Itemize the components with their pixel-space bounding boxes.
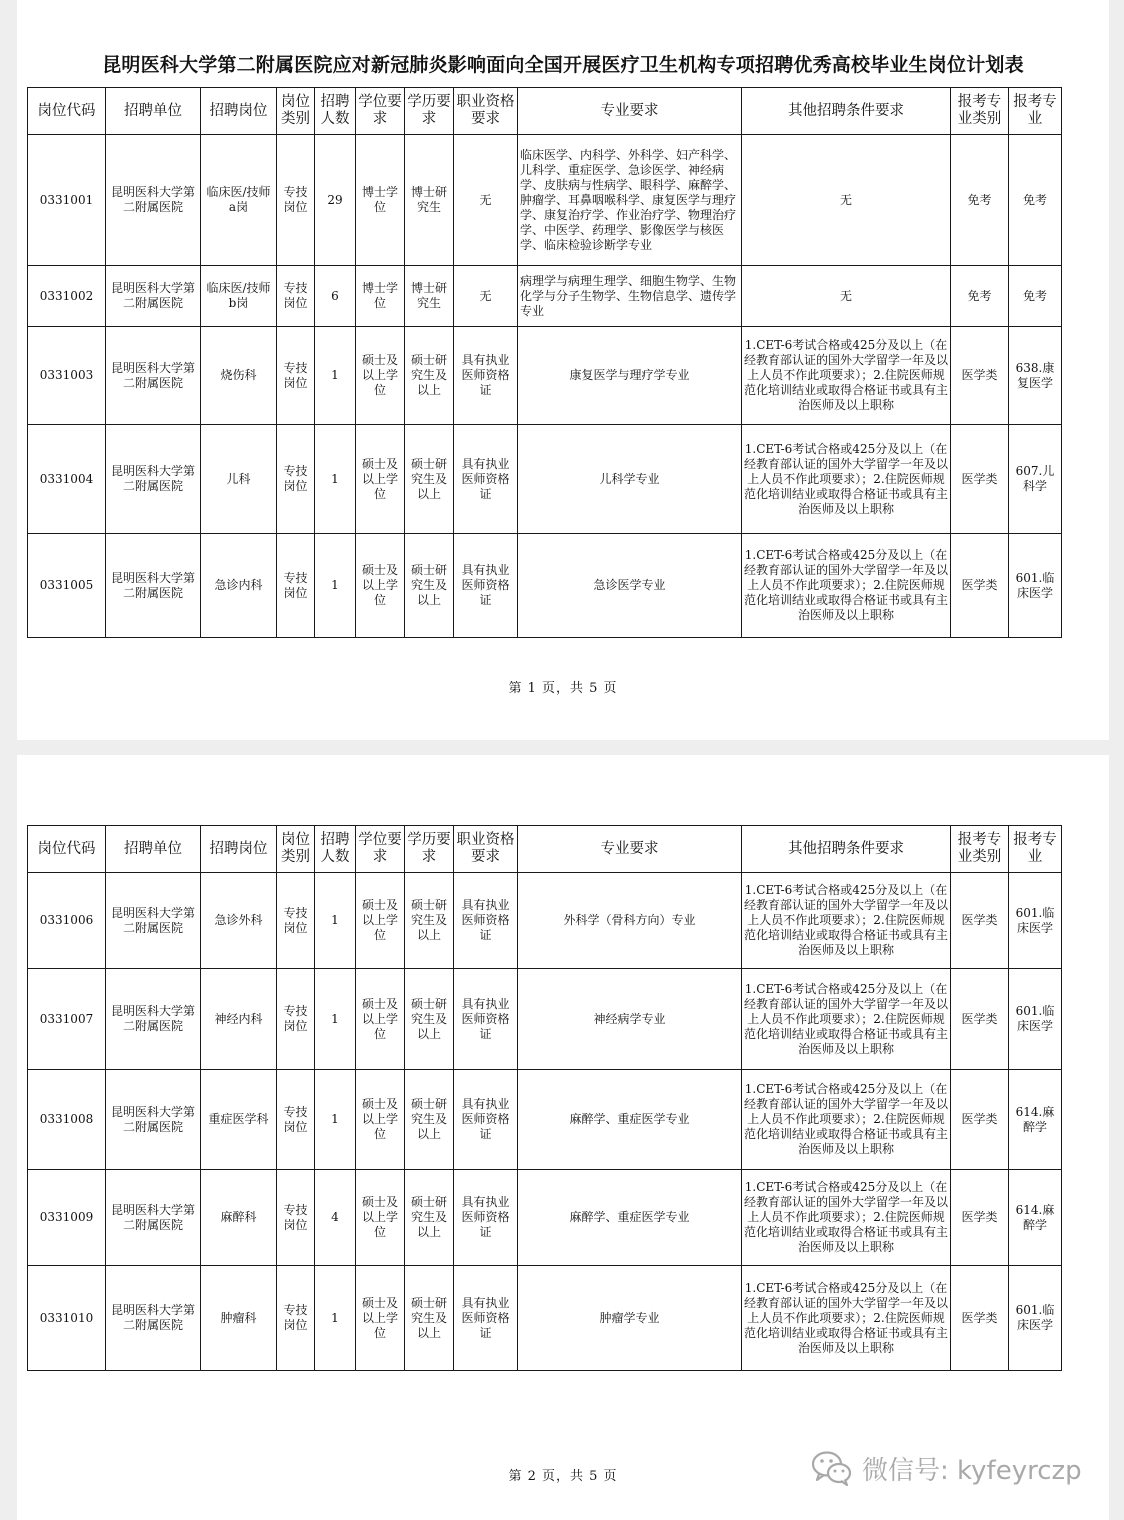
column-header-exam-type: 报考专业类别 xyxy=(951,826,1009,873)
qualification-cell: 具有执业医师资格证 xyxy=(454,1170,518,1266)
hire-count-cell: 1 xyxy=(315,873,356,969)
table-header-row xyxy=(28,88,1062,135)
post-code-cell: 0331010 xyxy=(28,1266,106,1371)
column-header-exam-type: 报考专业类别 xyxy=(951,88,1009,135)
education-cell: 硕士研究生及以上 xyxy=(405,425,454,534)
unit-cell: 昆明医科大学第二附属医院 xyxy=(106,1070,201,1170)
table-row xyxy=(28,1170,1062,1266)
table-header-row xyxy=(28,826,1062,873)
education-cell: 博士研究生 xyxy=(405,135,454,266)
post-name-cell: 神经内科 xyxy=(201,969,277,1070)
exam-type-cell: 医学类 xyxy=(951,327,1009,425)
post-code-cell: 0331005 xyxy=(28,534,106,638)
post-name-cell: 肿瘤科 xyxy=(201,1266,277,1371)
hire-count-cell: 29 xyxy=(315,135,356,266)
unit-cell: 昆明医科大学第二附属医院 xyxy=(106,327,201,425)
exam-major-cell: 607.儿科学 xyxy=(1009,425,1062,534)
other-condition-cell: 1.CET-6考试合格或425分及以上（在经教育部认证的国外大学留学一年及以上人员不作此项要求）；2.住院医师规范化培训结业或取得合格证书或具有主治医师及以上职称 xyxy=(742,969,951,1070)
education-cell: 硕士研究生及以上 xyxy=(405,1070,454,1170)
hire-count-cell: 6 xyxy=(315,266,356,327)
column-header-exam-major: 报考专业 xyxy=(1009,826,1062,873)
column-header-education: 学历要求 xyxy=(405,88,454,135)
qualification-cell: 具有执业医师资格证 xyxy=(454,534,518,638)
column-header-post-code: 岗位代码 xyxy=(28,88,106,135)
major-requirement-cell: 康复医学与理疗学专业 xyxy=(518,327,742,425)
column-header-degree: 学位要求 xyxy=(356,88,405,135)
degree-cell: 博士学位 xyxy=(356,266,405,327)
hire-count-cell: 1 xyxy=(315,327,356,425)
post-code-cell: 0331002 xyxy=(28,266,106,327)
exam-type-cell: 医学类 xyxy=(951,1070,1009,1170)
wechat-icon xyxy=(810,1448,854,1488)
unit-cell: 昆明医科大学第二附属医院 xyxy=(106,1170,201,1266)
degree-cell: 硕士及以上学位 xyxy=(356,425,405,534)
qualification-cell: 具有执业医师资格证 xyxy=(454,425,518,534)
column-header-post-category: 岗位类别 xyxy=(277,826,315,873)
post-name-cell: 儿科 xyxy=(201,425,277,534)
qualification-cell: 具有执业医师资格证 xyxy=(454,1266,518,1371)
column-header-degree: 学位要求 xyxy=(356,826,405,873)
qualification-cell: 无 xyxy=(454,135,518,266)
document-page-1 xyxy=(17,0,1109,740)
table-row xyxy=(28,873,1062,969)
column-header-major-requirement: 专业要求 xyxy=(518,88,742,135)
hire-count-cell: 1 xyxy=(315,969,356,1070)
post-code-cell: 0331007 xyxy=(28,969,106,1070)
hire-count-cell: 1 xyxy=(315,425,356,534)
watermark-text: 微信号: kyfeyrczp xyxy=(862,1455,1082,1486)
column-header-unit: 招聘单位 xyxy=(106,826,201,873)
column-header-education: 学历要求 xyxy=(405,826,454,873)
qualification-cell: 无 xyxy=(454,266,518,327)
exam-major-cell: 601.临床医学 xyxy=(1009,969,1062,1070)
table-row xyxy=(28,1070,1062,1170)
post-category-cell: 专技岗位 xyxy=(277,327,315,425)
degree-cell: 硕士及以上学位 xyxy=(356,534,405,638)
table-row xyxy=(28,266,1062,327)
exam-major-cell: 免考 xyxy=(1009,266,1062,327)
post-name-cell: 临床医/技师a岗 xyxy=(201,135,277,266)
post-category-cell: 专技岗位 xyxy=(277,266,315,327)
post-category-cell: 专技岗位 xyxy=(277,873,315,969)
job-plan-table-page-1 xyxy=(27,87,1062,638)
post-name-cell: 急诊内科 xyxy=(201,534,277,638)
unit-cell: 昆明医科大学第二附属医院 xyxy=(106,1266,201,1371)
exam-type-cell: 医学类 xyxy=(951,534,1009,638)
other-condition-cell: 1.CET-6考试合格或425分及以上（在经教育部认证的国外大学留学一年及以上人员不作此项要求）；2.住院医师规范化培训结业或取得合格证书或具有主治医师及以上职称 xyxy=(742,1170,951,1266)
unit-cell: 昆明医科大学第二附属医院 xyxy=(106,425,201,534)
exam-major-cell: 601.临床医学 xyxy=(1009,873,1062,969)
other-condition-cell: 1.CET-6考试合格或425分及以上（在经教育部认证的国外大学留学一年及以上人员不作此项要求）；2.住院医师规范化培训结业或取得合格证书或具有主治医师及以上职称 xyxy=(742,425,951,534)
exam-major-cell: 614.麻醉学 xyxy=(1009,1070,1062,1170)
column-header-post-code: 岗位代码 xyxy=(28,826,106,873)
education-cell: 硕士研究生及以上 xyxy=(405,1170,454,1266)
column-header-hire-count: 招聘人数 xyxy=(315,826,356,873)
column-header-other-condition: 其他招聘条件要求 xyxy=(742,88,951,135)
exam-type-cell: 医学类 xyxy=(951,1266,1009,1371)
exam-major-cell: 614.麻醉学 xyxy=(1009,1170,1062,1266)
table-row xyxy=(28,969,1062,1070)
major-requirement-cell: 急诊医学专业 xyxy=(518,534,742,638)
post-code-cell: 0331001 xyxy=(28,135,106,266)
education-cell: 博士研究生 xyxy=(405,266,454,327)
major-requirement-cell: 肿瘤学专业 xyxy=(518,1266,742,1371)
education-cell: 硕士研究生及以上 xyxy=(405,873,454,969)
exam-type-cell: 医学类 xyxy=(951,873,1009,969)
post-name-cell: 麻醉科 xyxy=(201,1170,277,1266)
degree-cell: 硕士及以上学位 xyxy=(356,873,405,969)
post-code-cell: 0331008 xyxy=(28,1070,106,1170)
hire-count-cell: 1 xyxy=(315,1070,356,1170)
post-name-cell: 急诊外科 xyxy=(201,873,277,969)
education-cell: 硕士研究生及以上 xyxy=(405,969,454,1070)
major-requirement-cell: 麻醉学、重症医学专业 xyxy=(518,1070,742,1170)
column-header-other-condition: 其他招聘条件要求 xyxy=(742,826,951,873)
qualification-cell: 具有执业医师资格证 xyxy=(454,969,518,1070)
table-row xyxy=(28,1266,1062,1371)
post-category-cell: 专技岗位 xyxy=(277,1266,315,1371)
education-cell: 硕士研究生及以上 xyxy=(405,534,454,638)
unit-cell: 昆明医科大学第二附属医院 xyxy=(106,873,201,969)
table-row xyxy=(28,135,1062,266)
degree-cell: 硕士及以上学位 xyxy=(356,1266,405,1371)
post-category-cell: 专技岗位 xyxy=(277,425,315,534)
post-name-cell: 重症医学科 xyxy=(201,1070,277,1170)
major-requirement-cell: 临床医学、内科学、外科学、妇产科学、儿科学、重症医学、急诊医学、神经病学、皮肤病与性病学、眼科学、麻醉学、肿瘤学、耳鼻咽喉科学、康复医学与理疗学、康复治疗学、作业治疗学、物理治疗学、中医学、药理学、影像医学与核医学、临床检验诊断学专业 xyxy=(518,135,742,266)
post-category-cell: 专技岗位 xyxy=(277,1170,315,1266)
qualification-cell: 具有执业医师资格证 xyxy=(454,873,518,969)
document-page-2 xyxy=(17,755,1109,1520)
exam-type-cell: 医学类 xyxy=(951,1170,1009,1266)
other-condition-cell: 1.CET-6考试合格或425分及以上（在经教育部认证的国外大学留学一年及以上人员不作此项要求）；2.住院医师规范化培训结业或取得合格证书或具有主治医师及以上职称 xyxy=(742,534,951,638)
post-name-cell: 临床医/技师b岗 xyxy=(201,266,277,327)
exam-major-cell: 601.临床医学 xyxy=(1009,1266,1062,1371)
column-header-qualification: 职业资格要求 xyxy=(454,826,518,873)
exam-type-cell: 医学类 xyxy=(951,969,1009,1070)
major-requirement-cell: 神经病学专业 xyxy=(518,969,742,1070)
qualification-cell: 具有执业医师资格证 xyxy=(454,327,518,425)
table-row xyxy=(28,327,1062,425)
hire-count-cell: 1 xyxy=(315,534,356,638)
hire-count-cell: 1 xyxy=(315,1266,356,1371)
column-header-qualification: 职业资格要求 xyxy=(454,88,518,135)
degree-cell: 硕士及以上学位 xyxy=(356,969,405,1070)
other-condition-cell: 1.CET-6考试合格或425分及以上（在经教育部认证的国外大学留学一年及以上人员不作此项要求）；2.住院医师规范化培训结业或取得合格证书或具有主治医师及以上职称 xyxy=(742,873,951,969)
unit-cell: 昆明医科大学第二附属医院 xyxy=(106,135,201,266)
column-header-major-requirement: 专业要求 xyxy=(518,826,742,873)
post-category-cell: 专技岗位 xyxy=(277,135,315,266)
page-title: 昆明医科大学第二附属医院应对新冠肺炎影响面向全国开展医疗卫生机构专项招聘优秀高校毕业生岗位计划表 xyxy=(102,54,1024,76)
wechat-watermark xyxy=(810,1448,1082,1488)
post-category-cell: 专技岗位 xyxy=(277,534,315,638)
major-requirement-cell: 麻醉学、重症医学专业 xyxy=(518,1170,742,1266)
unit-cell: 昆明医科大学第二附属医院 xyxy=(106,266,201,327)
unit-cell: 昆明医科大学第二附属医院 xyxy=(106,969,201,1070)
education-cell: 硕士研究生及以上 xyxy=(405,327,454,425)
column-header-unit: 招聘单位 xyxy=(106,88,201,135)
post-code-cell: 0331003 xyxy=(28,327,106,425)
post-code-cell: 0331009 xyxy=(28,1170,106,1266)
major-requirement-cell: 外科学（骨科方向）专业 xyxy=(518,873,742,969)
degree-cell: 硕士及以上学位 xyxy=(356,1170,405,1266)
column-header-exam-major: 报考专业 xyxy=(1009,88,1062,135)
column-header-hire-count: 招聘人数 xyxy=(315,88,356,135)
major-requirement-cell: 儿科学专业 xyxy=(518,425,742,534)
column-header-post-category: 岗位类别 xyxy=(277,88,315,135)
exam-type-cell: 免考 xyxy=(951,135,1009,266)
table-row xyxy=(28,425,1062,534)
post-code-cell: 0331006 xyxy=(28,873,106,969)
job-plan-table-page-2 xyxy=(27,825,1062,1371)
page-footer: 第 1 页，共 5 页 xyxy=(508,681,618,696)
exam-major-cell: 601.临床医学 xyxy=(1009,534,1062,638)
post-category-cell: 专技岗位 xyxy=(277,1070,315,1170)
table-row xyxy=(28,534,1062,638)
exam-type-cell: 医学类 xyxy=(951,425,1009,534)
other-condition-cell: 无 xyxy=(742,135,951,266)
unit-cell: 昆明医科大学第二附属医院 xyxy=(106,534,201,638)
qualification-cell: 具有执业医师资格证 xyxy=(454,1070,518,1170)
exam-type-cell: 免考 xyxy=(951,266,1009,327)
exam-major-cell: 638.康复医学 xyxy=(1009,327,1062,425)
exam-major-cell: 免考 xyxy=(1009,135,1062,266)
other-condition-cell: 1.CET-6考试合格或425分及以上（在经教育部认证的国外大学留学一年及以上人员不作此项要求）；2.住院医师规范化培训结业或取得合格证书或具有主治医师及以上职称 xyxy=(742,327,951,425)
post-name-cell: 烧伤科 xyxy=(201,327,277,425)
column-header-post-name: 招聘岗位 xyxy=(201,88,277,135)
major-requirement-cell: 病理学与病理生理学、细胞生物学、生物化学与分子生物学、生物信息学、遗传学专业 xyxy=(518,266,742,327)
hire-count-cell: 4 xyxy=(315,1170,356,1266)
post-category-cell: 专技岗位 xyxy=(277,969,315,1070)
other-condition-cell: 1.CET-6考试合格或425分及以上（在经教育部认证的国外大学留学一年及以上人员不作此项要求）；2.住院医师规范化培训结业或取得合格证书或具有主治医师及以上职称 xyxy=(742,1070,951,1170)
degree-cell: 博士学位 xyxy=(356,135,405,266)
post-code-cell: 0331004 xyxy=(28,425,106,534)
other-condition-cell: 无 xyxy=(742,266,951,327)
page-footer: 第 2 页，共 5 页 xyxy=(508,1469,618,1484)
column-header-post-name: 招聘岗位 xyxy=(201,826,277,873)
degree-cell: 硕士及以上学位 xyxy=(356,327,405,425)
degree-cell: 硕士及以上学位 xyxy=(356,1070,405,1170)
other-condition-cell: 1.CET-6考试合格或425分及以上（在经教育部认证的国外大学留学一年及以上人员不作此项要求）；2.住院医师规范化培训结业或取得合格证书或具有主治医师及以上职称 xyxy=(742,1266,951,1371)
education-cell: 硕士研究生及以上 xyxy=(405,1266,454,1371)
